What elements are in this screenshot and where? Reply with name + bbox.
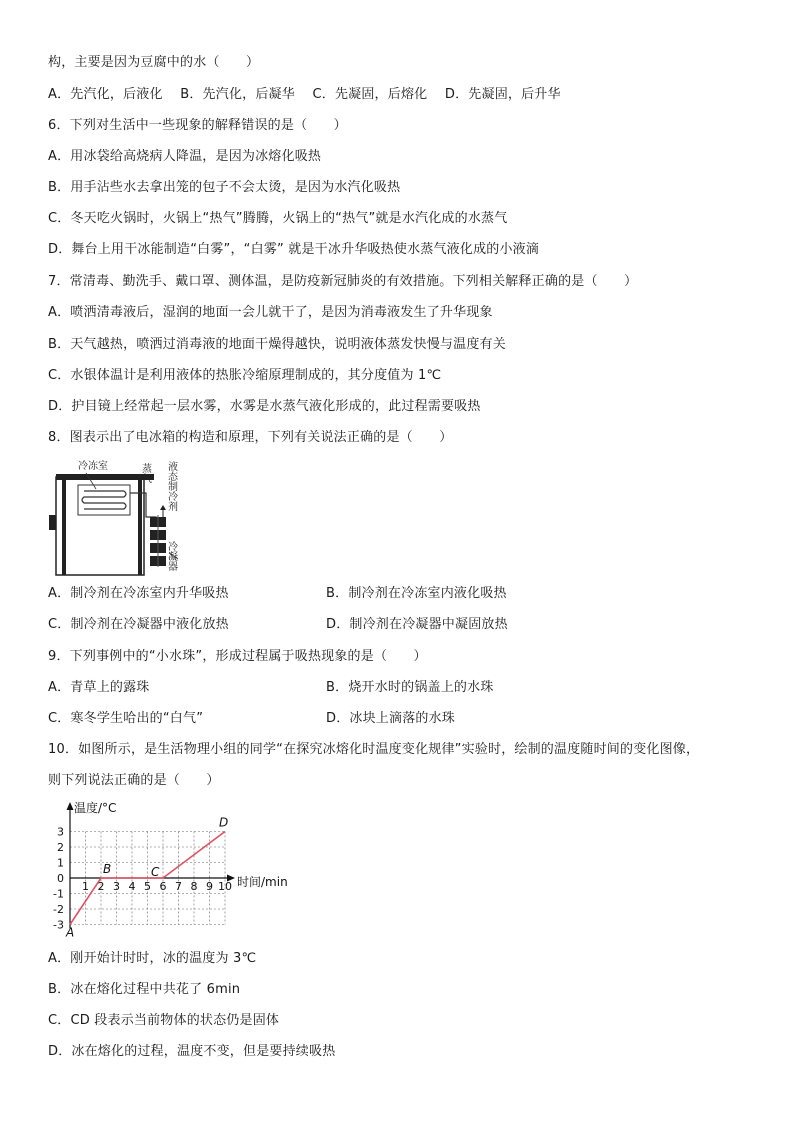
fridge-label-vapor: 蒸气	[139, 463, 151, 483]
question5-stem-cont: 构，主要是因为豆腐中的水（ ）	[48, 55, 260, 70]
question10-stem-cont: 则下列说法正确的是（ ）	[48, 773, 220, 788]
y-tick-label: -1	[53, 887, 64, 901]
y-tick-label: 0	[57, 872, 64, 885]
question8-option-a: A．制冷剂在冷冻室内升华吸热	[48, 586, 229, 601]
point-label-c: C	[151, 865, 160, 879]
question7-option-a: A．喷洒清毒液后，湿润的地面一会儿就干了，是因为消毒液发生了升华现象	[48, 305, 493, 320]
x-tick-label: 4	[128, 880, 136, 893]
y-axis-label: 温度/°C	[74, 801, 117, 815]
x-tick-label: 5	[144, 880, 151, 893]
fridge-diagram	[46, 455, 196, 577]
question9-option-c: C．寒冬学生哈出的“白气”	[48, 711, 204, 726]
x-tick-label: 2	[97, 880, 105, 893]
question9-option-b: B．烧开水时的锅盖上的水珠	[326, 680, 494, 695]
question8-stem: 8．图表示出了电冰箱的构造和原理，下列有关说法正确的是（ ）	[48, 430, 453, 445]
question8-option-b: B．制冷剂在冷冻室内液化吸热	[326, 586, 507, 601]
fridge-label-condenser: 冷凝器	[165, 541, 177, 571]
point-label-a: A	[66, 925, 75, 940]
point-label-d: D	[219, 815, 229, 830]
x-tick-label: 3	[113, 880, 120, 893]
question9-option-d: D．冰块上滴落的水珠	[326, 711, 456, 726]
x-tick-label: 1	[82, 880, 89, 893]
question10-option-d: D．冰在熔化的过程，温度不变，但是要持续吸热	[48, 1044, 336, 1059]
question7-option-d: D．护目镜上经常起一层水雾，水雾是水蒸气液化形成的，此过程需要吸热	[48, 399, 481, 414]
y-tick-label: 2	[57, 841, 64, 854]
fridge-label-freezer: 冷冻室	[78, 461, 108, 472]
y-axis-arrow	[67, 802, 74, 810]
question6-option-c: C．冬天吃火锅时，火锅上“热气”腾腾，火锅上的“热气”就是水汽化成的水蒸气	[48, 211, 508, 226]
question8-option-c: C．制冷剂在冷凝器中液化放热	[48, 617, 229, 632]
question10-option-c: C．CD 段表示当前物体的状态仍是固体	[48, 1013, 280, 1028]
y-tick-label: 1	[57, 856, 64, 870]
question9-option-a: A．青草上的露珠	[48, 680, 150, 695]
question7-option-b: B．天气越热，喷洒过消毒液的地面干燥得越快，说明液体蒸发快慢与温度有关	[48, 337, 506, 352]
question6-option-a: A．用冰袋给高烧病人降温，是因为冰熔化吸热	[48, 149, 322, 164]
x-tick-label: 10	[218, 880, 232, 893]
y-tick-label: -3	[53, 918, 64, 932]
question6-stem: 6．下列对生活中一些现象的解释错误的是（ ）	[48, 118, 347, 133]
question7-stem: 7．常清毒、勤洗手、戴口罩、测体温，是防疫新冠肺炎的有效措施。下列相关解释正确的是（ ）	[48, 274, 638, 289]
question9-stem: 9．下列事例中的“小水珠”，形成过程属于吸热现象的是（ ）	[48, 649, 427, 664]
x-tick-label: 6	[159, 880, 167, 893]
question10-option-b: B．冰在熔化过程中共花了 6min	[48, 982, 241, 997]
question10-option-a: A．刚开始计时时，冰的温度为 3℃	[48, 951, 257, 966]
x-tick-label: 8	[190, 880, 198, 893]
x-tick-label: 9	[206, 880, 213, 893]
y-tick-label: -2	[53, 903, 64, 916]
question5-options: A．先汽化，后液化 B．先汽化，后凝华 C．先凝固，后熔化 D．先凝固，后升华	[48, 87, 561, 102]
question6-option-d: D．舞台上用干冰能制造“白雾”，“白雾” 就是干冰升华吸热使水蒸气液化成的小液滴	[48, 242, 540, 257]
x-tick-label: 7	[175, 880, 182, 893]
x-axis-label: 时间/min	[237, 875, 288, 889]
y-tick-label: 3	[57, 825, 64, 839]
fridge-label-liquid-refrigerant: 液态制冷剂	[165, 461, 177, 511]
question6-option-b: B．用手沾些水去拿出笼的包子不会太烫，是因为水汽化吸热	[48, 180, 401, 195]
temperature-time-chart	[44, 798, 324, 943]
question8-option-d: D．制冷剂在冷凝器中凝固放热	[326, 617, 508, 632]
point-label-b: B	[103, 862, 112, 876]
question7-option-c: C．水银体温计是利用液体的热胀冷缩原理制成的，其分度值为 1℃	[48, 368, 442, 383]
question10-stem: 10．如图所示，是生活物理小组的同学“在探究冰熔化时温度变化规律”实验时，绘制的温度随时间的变化图像，	[48, 742, 700, 757]
